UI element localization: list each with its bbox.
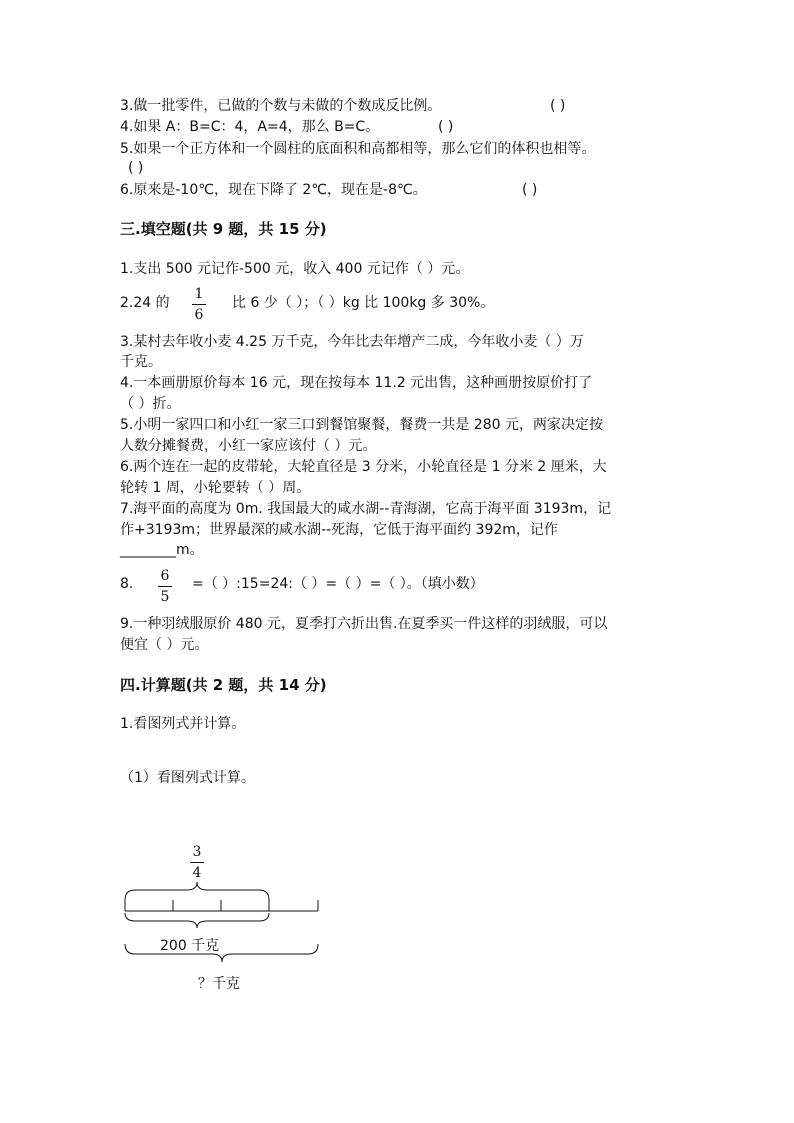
fill-q4-line2: （ ）折。	[120, 396, 181, 412]
fraction-denominator: 6	[194, 307, 204, 323]
fraction-denominator: 5	[160, 589, 170, 605]
judge-q3-answer[interactable]: ( )	[550, 98, 566, 114]
fill-q5-line1: 5.小明一家四口和小红一家三口到餐馆聚餐，餐费一共是 280 元，两家决定按	[120, 417, 603, 433]
fill-q7-line2: 作+3193m；世界最深的咸水湖--死海，它低于海平面约 392m，记作	[120, 522, 558, 538]
fill-q7-line3: ________m。	[120, 542, 204, 558]
fill-q8-suffix: =（ ）:15=24:（ ）=（ ）=（ ）。（填小数）	[192, 576, 484, 592]
fill-q5-line2: 人数分摊餐费，小红一家应该付（ ）元。	[120, 438, 377, 454]
fill-q6-line1: 6.两个连在一起的皮带轮，大轮直径是 3 分米，小轮直径是 1 分米 2 厘米，大	[120, 459, 607, 475]
calc-q1: 1.看图列式并计算。	[120, 716, 246, 732]
section4-title: 四.计算题(共 2 题，共 14 分)	[120, 676, 327, 694]
judge-q4-answer[interactable]: ( )	[438, 119, 454, 135]
fill-q2-prefix: 2.24 的	[120, 295, 170, 311]
fill-q2-suffix: 比 6 少（ ）；（ ）kg 比 100kg 多 30%。	[232, 295, 495, 311]
judge-q3: 3.做一批零件，已做的个数与未做的个数成反比例。	[120, 98, 442, 114]
calc-q1-sub1: （1）看图列式计算。	[120, 770, 255, 786]
fill-q8-prefix: 8.	[120, 576, 134, 592]
unknown-label: ？千克	[198, 976, 240, 992]
fraction-numerator: 3	[192, 844, 202, 860]
fill-q3-line1: 3.某村去年收小麦 4.25 万千克，今年比去年增产二成，今年收小麦（ ）万	[120, 334, 584, 350]
judge-q6: 6.原来是-10℃，现在下降了 2℃，现在是-8℃。	[120, 182, 427, 198]
fill-q9-line1: 9.一种羽绒服原价 480 元，夏季打六折出售.在夏季买一件这样的羽绒服，可以	[120, 616, 608, 632]
judge-q5-answer[interactable]: ( )	[128, 160, 144, 176]
judge-q4: 4.如果 A：B=C：4，A=4，那么 B=C。	[120, 119, 380, 135]
fill-q9-line2: 便宜（ ）元。	[120, 637, 209, 653]
top-brace	[125, 882, 269, 900]
fraction-denominator: 4	[192, 865, 202, 881]
judge-q5: 5.如果一个正方体和一个圆柱的底面积和高都相等，那么它们的体积也相等。	[120, 141, 596, 157]
fill-q1: 1.支出 500 元记作-500 元，收入 400 元记作（ ）元。	[120, 261, 470, 277]
section3-title: 三.填空题(共 9 题，共 15 分)	[120, 220, 327, 238]
fill-q3-line2: 千克。	[120, 354, 162, 370]
bottom-brace	[125, 944, 318, 962]
inner-brace	[125, 913, 269, 928]
fill-q6-line2: 轮转 1 周，小轮要转（ ）周。	[120, 480, 311, 496]
fraction-numerator: 6	[160, 568, 170, 584]
known-label: 200 千克	[160, 938, 220, 954]
fraction-numerator: 1	[194, 286, 204, 302]
fill-q7-line1: 7.海平面的高度为 0m. 我国最大的咸水湖--青海湖，它高于海平面 3193m，记	[120, 501, 612, 517]
judge-q6-answer[interactable]: ( )	[522, 182, 538, 198]
fill-q4-line1: 4.一本画册原价每本 16 元，现在按每本 11.2 元出售，这种画册按原价打了	[120, 375, 593, 391]
